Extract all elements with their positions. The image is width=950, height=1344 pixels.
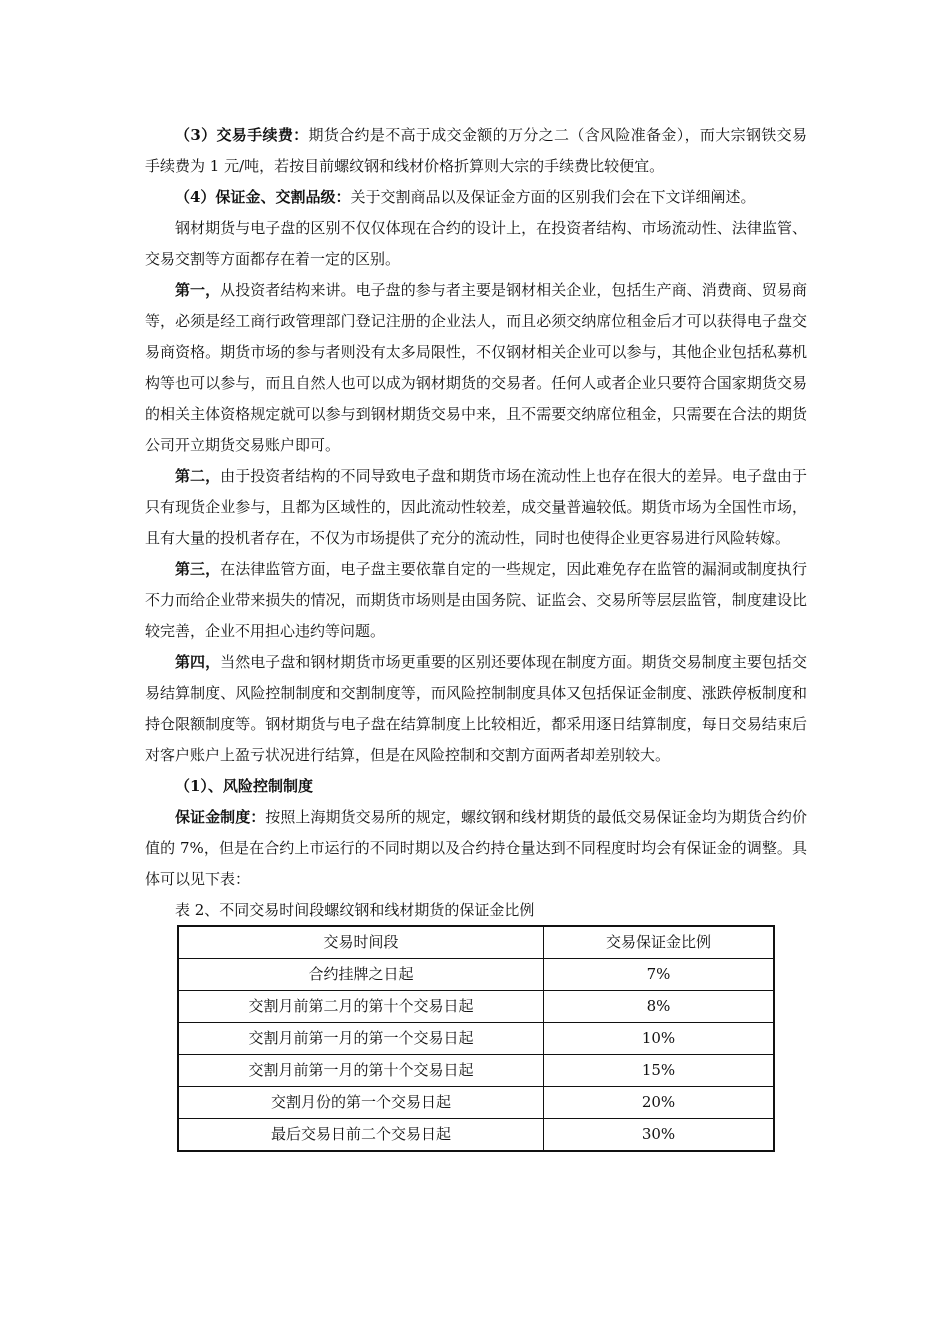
document-page [145, 120, 807, 1152]
cell-ratio: 30% [544, 1119, 775, 1152]
paragraph-text: 由于投资者结构的不同导致电子盘和期货市场在流动性上也存在很大的差异。电子盘由于只有现货企业参与，且都为区域性的，因此流动性较差，成交量普遍较低。期货市场为全国性市场，且有大量的投机者存在，不仅为市场提供了充分的流动性，同时也使得企业更容易进行风险转嫁。 [145, 467, 807, 547]
paragraph-text: 关于交割商品以及保证金方面的区别我们会在下文详细阐述。 [350, 188, 756, 206]
cell-ratio: 15% [544, 1055, 775, 1087]
cell-ratio: 7% [544, 959, 775, 991]
header-period: 交易时间段 [178, 926, 544, 959]
paragraph-third [145, 554, 807, 647]
cell-period: 最后交易日前二个交易日起 [178, 1119, 544, 1152]
cell-period: 交割月份的第一个交易日起 [178, 1087, 544, 1119]
paragraph-text: 期货合约是不高于成交金额的万分之二（含风险准备金），而大宗钢铁交易手续费为 1 元/吨，若按目前螺纹钢和线材价格折算则大宗的手续费比较便宜。 [145, 126, 807, 175]
table-row [178, 1055, 774, 1087]
paragraph-lead: 第三， [175, 560, 221, 578]
paragraph-second [145, 461, 807, 554]
paragraph-text: 当然电子盘和钢材期货市场更重要的区别还要体现在制度方面。期货交易制度主要包括交易结算制度、风险控制制度和交割制度等，而风险控制制度具体又包括保证金制度、涨跌停板制度和持仓限额制度等。钢材期货与电子盘在结算制度上比较相近，都采用逐日结算制度，每日交易结束后对客户账户上盈亏状况进行结算，但是在风险控制和交割方面两者却差别较大。 [145, 653, 807, 764]
cell-period: 合约挂牌之日起 [178, 959, 544, 991]
paragraph-lead: 第四， [175, 653, 221, 671]
paragraph-lead: （4）保证金、交割品级： [175, 188, 351, 206]
paragraph-intro [145, 213, 807, 275]
cell-period: 交割月前第二月的第十个交易日起 [178, 991, 544, 1023]
table-row [178, 1023, 774, 1055]
subheading-text: （1）、风险控制制度 [175, 777, 313, 795]
table-caption: 表 2、不同交易时间段螺纹钢和线材期货的保证金比例 [175, 901, 535, 919]
paragraph-text: 在法律监管方面，电子盘主要依靠自定的一些规定，因此难免存在监管的漏洞或制度执行不力而给企业带来损失的情况，而期货市场则是由国务院、证监会、交易所等层层监管，制度建设比较完善，企业不用担心违约等问题。 [145, 560, 807, 640]
paragraph-first [145, 275, 807, 461]
paragraph-lead: 第一， [175, 281, 221, 299]
paragraph-fourth [145, 647, 807, 771]
cell-ratio: 20% [544, 1087, 775, 1119]
paragraph-text: 按照上海期货交易所的规定，螺纹钢和线材期货的最低交易保证金均为期货合约价值的 7%，但是在合约上市运行的不同时期以及合约持仓量达到不同程度时均会有保证金的调整。具体可以见下表： [145, 808, 807, 888]
table-row [178, 959, 774, 991]
paragraph-lead: 第二， [175, 467, 221, 485]
paragraph-fee [145, 120, 807, 182]
paragraph-lead: 保证金制度： [175, 808, 266, 826]
paragraph-margin-system [145, 802, 807, 895]
table-row [178, 1087, 774, 1119]
table-row [178, 991, 774, 1023]
paragraph-margin-grade [145, 182, 807, 213]
table-header-row [178, 926, 774, 959]
header-ratio: 交易保证金比例 [544, 926, 775, 959]
paragraph-lead: （3）交易手续费： [175, 126, 309, 144]
section-subheading [145, 771, 807, 802]
table-row [178, 1119, 774, 1152]
cell-ratio: 10% [544, 1023, 775, 1055]
margin-ratio-table [177, 925, 775, 1152]
cell-ratio: 8% [544, 991, 775, 1023]
cell-period: 交割月前第一月的第十个交易日起 [178, 1055, 544, 1087]
cell-period: 交割月前第一月的第一个交易日起 [178, 1023, 544, 1055]
paragraph-text: 从投资者结构来讲。电子盘的参与者主要是钢材相关企业，包括生产商、消费商、贸易商等，必须是经工商行政管理部门登记注册的企业法人，而且必须交纳席位租金后才可以获得电子盘交易商资格。期货市场的参与者则没有太多局限性，不仅钢材相关企业可以参与，其他企业包括私募机构等也可以参与，而且自然人也可以成为钢材期货的交易者。任何人或者企业只要符合国家期货交易的相关主体资格规定就可以参与到钢材期货交易中来，且不需要交纳席位租金，只需要在合法的期货公司开立期货交易账户即可。 [145, 281, 807, 454]
paragraph-text: 钢材期货与电子盘的区别不仅仅体现在合约的设计上，在投资者结构、市场流动性、法律监管、交易交割等方面都存在着一定的区别。 [145, 219, 807, 268]
